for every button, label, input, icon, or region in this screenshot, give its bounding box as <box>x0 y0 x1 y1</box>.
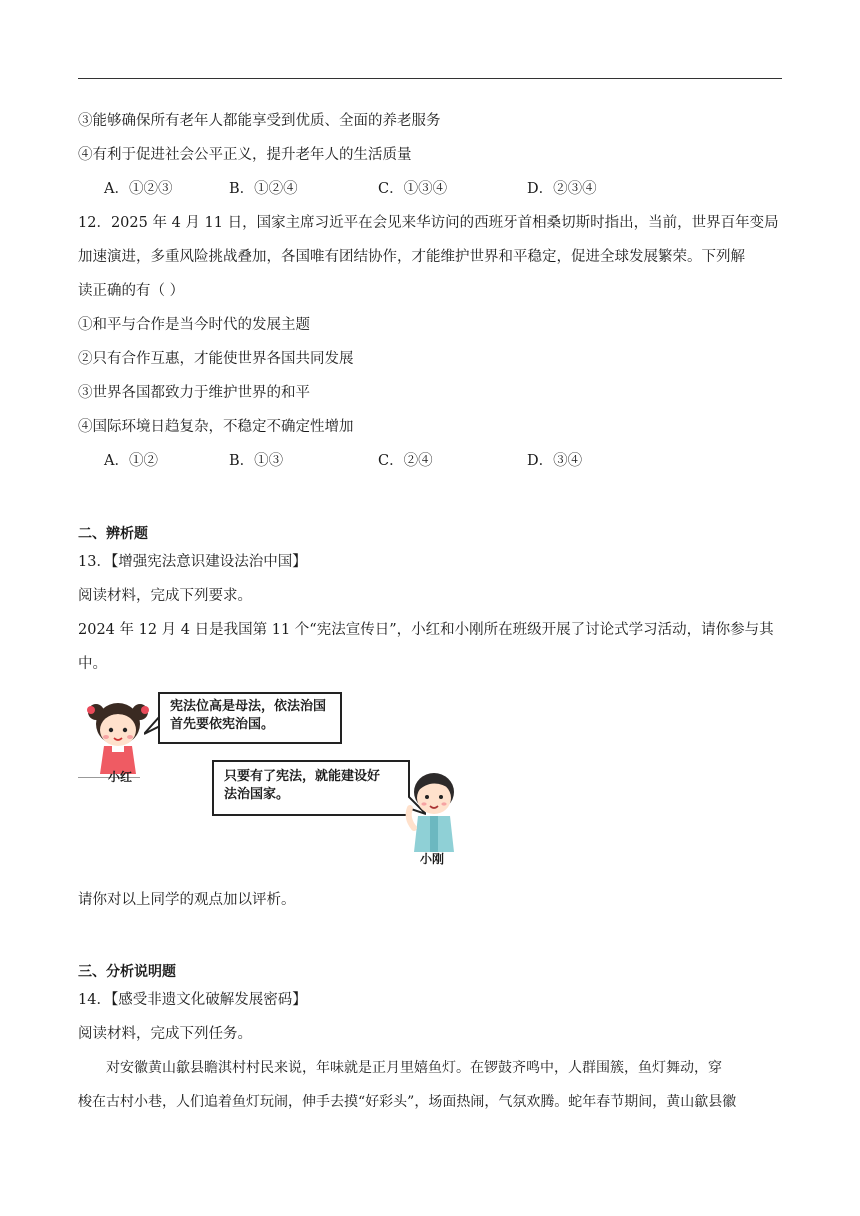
q13-material-line-1: 2024 年 12 月 4 日是我国第 11 个“宪法宣传日”，小红和小刚所在班级开展了讨论式学习活动，请你参与其 <box>78 622 774 638</box>
q14-material-line-2: 梭在古村小巷，人们追着鱼灯玩闹，伸手去摸“好彩头”，场面热闹，气氛欢腾。蛇年春节期间，黄山歙县徽 <box>78 1094 737 1110</box>
q13-title: 13．【增强宪法意识建设法治中国】 <box>78 554 307 570</box>
q13-instruction: 阅读材料，完成下列要求。 <box>78 588 252 604</box>
girl-name: 小红 <box>108 770 133 784</box>
girl-speech-bubble <box>158 692 342 744</box>
q12-option-b[interactable]: B．①③ <box>229 453 284 469</box>
q12-option-a[interactable]: A．①② <box>104 453 158 469</box>
q12-stem-line-2: 加速演进，多重风险挑战叠加，各国唯有团结协作，才能维护世界和平稳定，促进全球发展繁荣。下列解 <box>78 249 745 265</box>
boy-speech-bubble <box>212 760 410 816</box>
q12-stem-line-1: 12．2025 年 4 月 11 日，国家主席习近平在会见来华访问的西班牙首相桑切斯时指出，当前，世界百年变局 <box>78 215 779 231</box>
boy-name: 小刚 <box>420 852 445 866</box>
q13-material-line-2: 中。 <box>78 656 107 672</box>
q11-option-a[interactable]: A．①②③ <box>104 181 173 197</box>
q11-option-d[interactable]: D．②③④ <box>527 181 597 197</box>
q12-option-d[interactable]: D．③④ <box>527 453 583 469</box>
girl-speech-line-2: 首先要依宪治国。 <box>170 717 275 732</box>
boy-speech-line-1: 只要有了宪法，就能建设好 <box>224 769 381 784</box>
q13-question: 请你对以上同学的观点加以评析。 <box>78 892 296 908</box>
q12-statement-2: ②只有合作互惠，才能使世界各国共同发展 <box>78 351 354 367</box>
dialogue-cartoon <box>78 690 468 870</box>
q14-title: 14．【感受非遗文化破解发展密码】 <box>78 992 307 1008</box>
q14-material-line-1: 对安徽黄山歙县瞻淇村村民来说，年味就是正月里嬉鱼灯。在锣鼓齐鸣中，人群围簇，鱼灯舞动，穿 <box>106 1060 722 1076</box>
statement-4: ④有利于促进社会公平正义，提升老年人的生活质量 <box>78 147 412 163</box>
header-rule <box>78 78 782 79</box>
q12-statement-3: ③世界各国都致力于维护世界的和平 <box>78 385 310 401</box>
q12-option-c[interactable]: C．②④ <box>378 453 433 469</box>
girl-speech-line-1: 宪法位高是母法，依法治国 <box>170 699 327 714</box>
boy-speech-line-2: 法治国家。 <box>224 787 290 802</box>
boy-figure-icon <box>396 766 468 856</box>
section-3-heading: 三、分析说明题 <box>78 964 176 980</box>
q12-statement-1: ①和平与合作是当今时代的发展主题 <box>78 317 310 333</box>
q14-instruction: 阅读材料，完成下列任务。 <box>78 1026 252 1042</box>
q12-stem-line-3: 读正确的有（ ） <box>78 283 185 299</box>
statement-3: ③能够确保所有老年人都能享受到优质、全面的养老服务 <box>78 113 441 129</box>
q11-option-b[interactable]: B．①②④ <box>229 181 298 197</box>
q11-option-c[interactable]: C．①③④ <box>378 181 448 197</box>
q12-statement-4: ④国际环境日趋复杂，不稳定不确定性增加 <box>78 419 354 435</box>
section-2-heading: 二、辨析题 <box>78 526 148 542</box>
